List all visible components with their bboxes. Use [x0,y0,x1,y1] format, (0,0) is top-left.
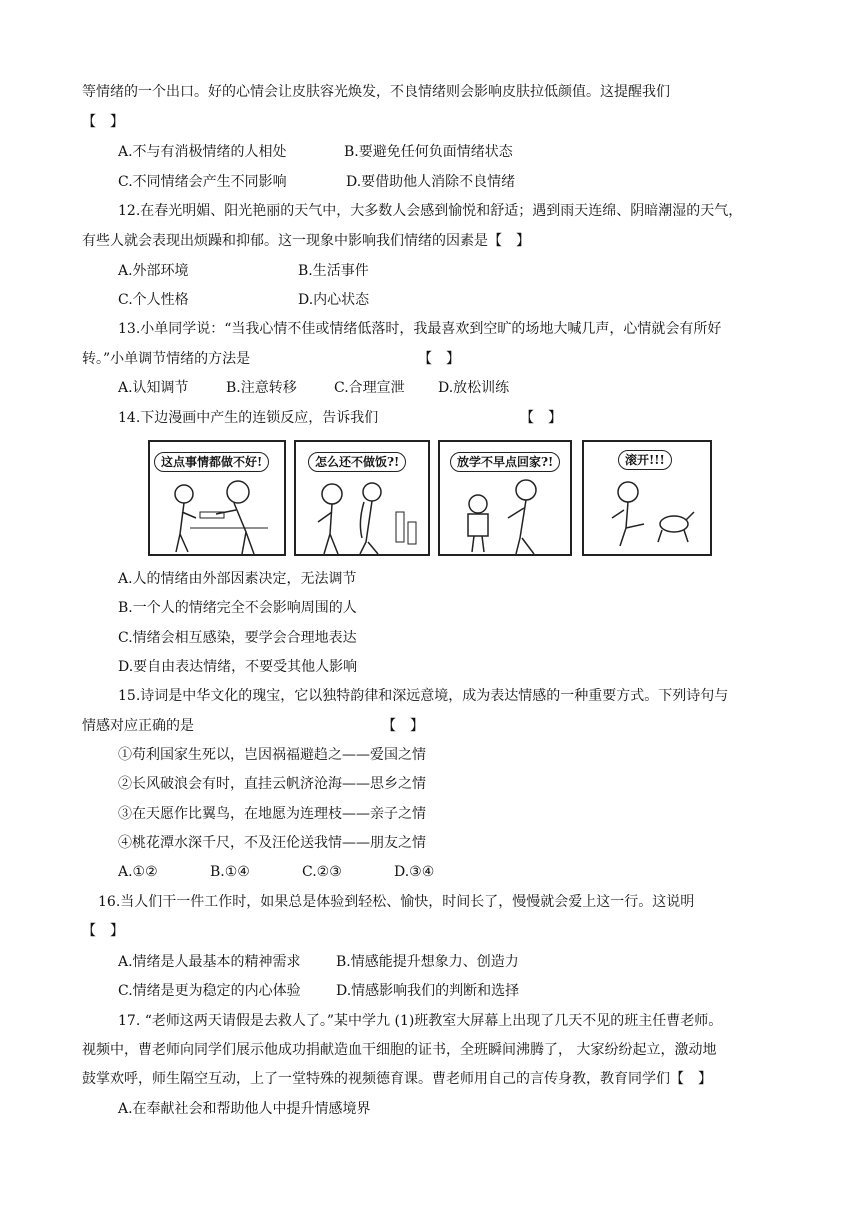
q13-option-a[interactable]: A.认知调节 [118,380,189,396]
q15-option-c[interactable]: C.②③ [302,864,342,880]
q12-option-b[interactable]: B.生活事件 [298,263,369,279]
comic-panel-1 [148,440,286,556]
comic-bubble-1: 这点事情都做不好! [154,452,269,472]
q15-item-3: ③在天愿作比翼鸟，在地愿为连理枝——亲子之情 [118,806,426,822]
q12-option-a[interactable]: A.外部环境 [118,263,189,279]
q14-option-b[interactable]: B.一个人的情绪完全不会影响周围的人 [118,600,357,616]
comic-figure-1 [150,442,284,554]
q16-option-c[interactable]: C.情绪是更为稳定的内心体验 [118,983,301,999]
q14-stem-line1: 14.下边漫画中产生的连锁反应，告诉我们 [118,410,379,426]
q17-stem-line2: 视频中，曹老师向同学们展示他成功捐献造血干细胞的证书，全班瞬间沸腾了， 大家纷纷起立，激动地 [82,1042,717,1058]
q11-option-d[interactable]: D.要借助他人消除不良情绪 [346,174,516,190]
q15-options-row [118,862,434,882]
q11-stem-tail: 等情绪的一个出口。好的心情会让皮肤容光焕发，不良情绪则会影响皮肤拉低颜值。这提醒我们 [82,84,670,100]
q14-comic-strip-end [582,440,712,558]
q16-options-row1 [118,952,519,972]
q15-item-2: ②长风破浪会有时，直挂云帆济沧海——思乡之情 [118,776,426,792]
q16-option-b[interactable]: B.情感能提升想象力、创造力 [336,954,519,970]
comic-bubble-4: 滚开!!! [618,450,672,470]
q13-options-row [118,378,509,398]
q14-option-a[interactable]: A.人的情绪由外部因素决定，无法调节 [118,571,357,587]
comic-bubble-2: 怎么还不做饭?! [308,452,406,472]
q16-option-a[interactable]: A.情绪是人最基本的精神需求 [118,954,301,970]
q12-stem-line1: 12.在春光明媚、阳光艳丽的天气中，大多数人会感到愉悦和舒适；遇到雨天连绵、阴暗潮湿的天气， [118,203,743,219]
q16-stem-line1: 16.当人们干一件工作时，如果总是体验到轻松、愉快，时间长了，慢慢就会爱上这一行。这说明 [98,894,695,910]
q11-option-b[interactable]: B.要避免任何负面情绪状态 [344,144,513,160]
q11-options-row2 [118,172,515,192]
q11-options-row1 [118,142,513,162]
q14-option-d[interactable]: D.要自由表达情绪，不要受其他人影响 [118,659,358,675]
comic-figure-3 [440,442,570,554]
q16-options-row2 [118,981,519,1001]
comic-panel-4 [582,440,712,556]
q13-option-d[interactable]: D.放松训练 [438,380,510,396]
comic-figure-4 [584,442,710,554]
q11-answer-bracket: 【 】 [82,114,124,130]
q15-option-d[interactable]: D.③④ [394,864,435,880]
q16-option-d[interactable]: D.情感影响我们的判断和选择 [336,983,520,999]
q13-option-b[interactable]: B.注意转移 [226,380,297,396]
q15-stem-line1: 15.诗词是中华文化的瑰宝，它以独特韵律和深远意境，成为表达情感的一种重要方式。下列诗句与 [118,688,729,704]
comic-panel-3 [438,440,572,556]
q14-answer-bracket: 【 】 [520,410,562,426]
q15-answer-bracket: 【 】 [382,718,424,734]
q15-option-a[interactable]: A.①② [118,864,158,880]
q16-answer-bracket: 【 】 [82,923,124,939]
q11-option-a[interactable]: A.不与有消极情绪的人相处 [118,144,287,160]
q14-option-c[interactable]: C.情绪会相互感染，要学会合理地表达 [118,630,357,646]
q13-answer-bracket: 【 】 [418,351,460,367]
comic-figure-2 [296,442,428,554]
q17-option-a[interactable]: A.在奉献社会和帮助他人中提升情感境界 [118,1101,371,1117]
q14-comic-strip [148,440,574,558]
q15-item-4: ④桃花潭水深千尺，不及汪伦送我情——朋友之情 [118,835,426,851]
q13-stem-line2: 转。”小单调节情绪的方法是 [82,351,251,367]
comic-bubble-3: 放学不早点回家?! [450,452,560,472]
q15-stem-line2: 情感对应正确的是 [82,718,194,734]
q12-stem-line2: 有些人就会表现出烦躁和抑郁。这一现象中影响我们情绪的因素是【 】 [82,233,530,249]
q12-options-row2 [118,290,369,310]
comic-panel-2 [294,440,430,556]
q12-options-row1 [118,261,369,281]
q12-option-d[interactable]: D.内心状态 [298,292,370,308]
q12-option-c[interactable]: C.个人性格 [118,292,189,308]
q17-stem-line1: 17. “老师这两天请假是去救人了。”某中学九 (1)班教室大屏幕上出现了几天不见的班主任曹老师。 [118,1013,723,1029]
q13-option-c[interactable]: C.合理宣泄 [334,380,405,396]
q15-option-b[interactable]: B.①④ [210,864,250,880]
q13-stem-line1: 13.小单同学说：“当我心情不佳或情绪低落时，我最喜欢到空旷的场地大喊几声，心情就会有所好 [118,321,722,337]
q17-stem-line3: 鼓掌欢呼，师生隔空互动，上了一堂特殊的视频德育课。曹老师用自己的言传身教，教育同学们【 】 [82,1071,712,1087]
q11-option-c[interactable]: C.不同情绪会产生不同影响 [118,174,287,190]
q15-item-1: ①苟利国家生死以，岂因祸福避趋之——爱国之情 [118,747,426,763]
